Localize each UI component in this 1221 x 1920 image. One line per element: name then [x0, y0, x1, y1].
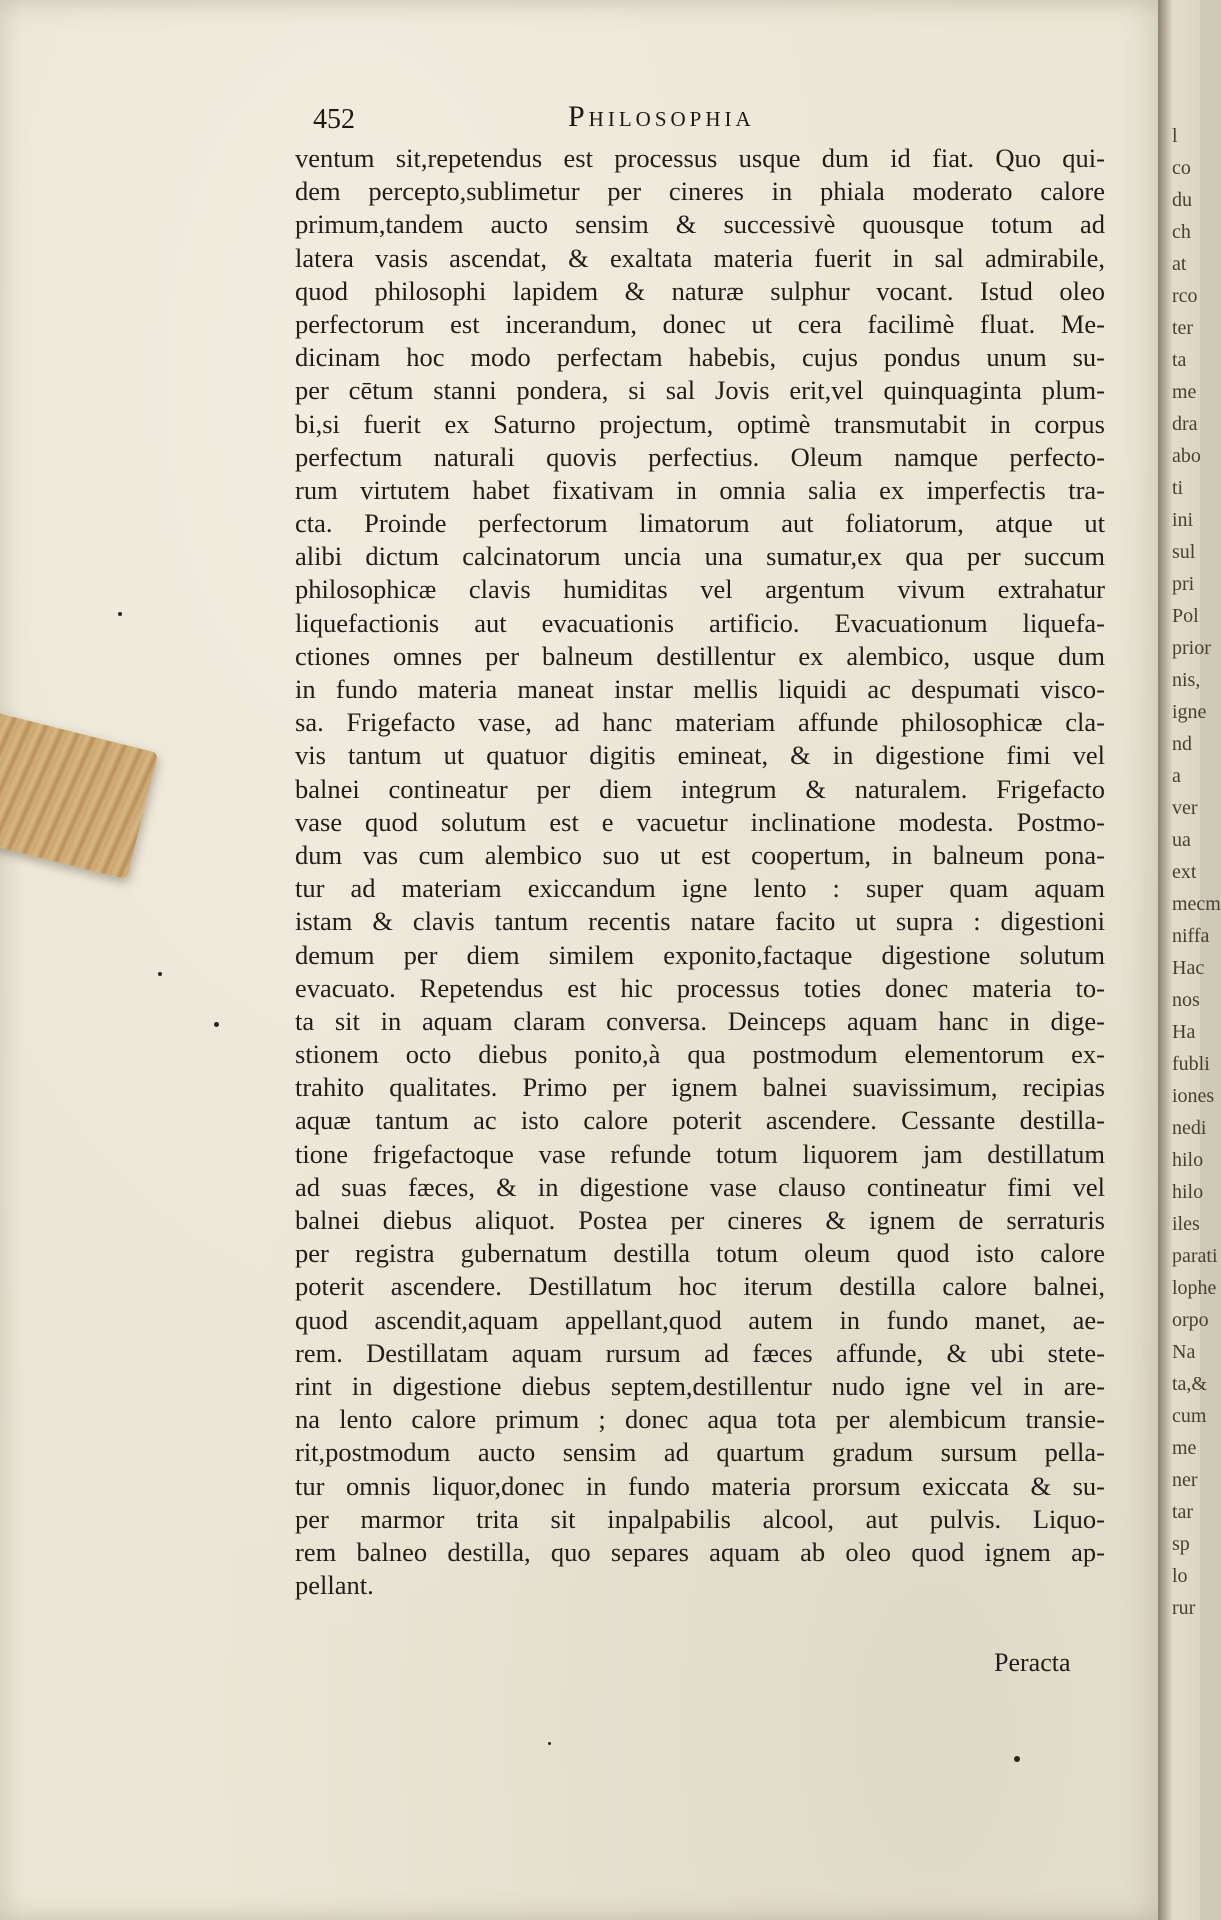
facing-page-fragment: iones	[1172, 1085, 1215, 1107]
facing-page-fragment: ini	[1172, 509, 1194, 531]
text-line: balnei contineatur per diem integrum & naturalem. Frigefacto	[295, 773, 1105, 804]
facing-page-fragment: me	[1172, 1437, 1197, 1459]
facing-page-fragment: nis,	[1172, 669, 1201, 691]
facing-page-fragment: ver	[1172, 797, 1198, 819]
text-line: rem balneo destilla, quo separes aquam ab oleo quod ignem ap-	[295, 1536, 1105, 1567]
text-line: primum,tandem aucto sensim & successivè quousque totum ad	[295, 209, 1105, 240]
facing-page-fragment: parati	[1172, 1245, 1218, 1267]
text-line: vase quod solutum est e vacuetur inclinatione modesta. Postmo-	[295, 806, 1105, 837]
text-line: perfectorum est incerandum, donec ut cera facilimè fluat. Me-	[295, 308, 1105, 339]
ink-speck	[548, 1742, 551, 1745]
facing-page-fragment: hilo	[1172, 1181, 1204, 1203]
facing-page-fragment: orpo	[1172, 1309, 1209, 1331]
ink-speck	[214, 1022, 219, 1027]
text-line: trahito qualitates. Primo per ignem balnei suavissimum, recipias	[295, 1072, 1105, 1103]
text-line: dicinam hoc modo perfectam habebis, cujus pondus unum su-	[295, 342, 1105, 373]
text-line: ad suas fæces, & in digestione vase clauso contineatur fimi vel	[295, 1171, 1105, 1202]
body-text	[295, 142, 1105, 1602]
text-line: perfectum naturali quovis perfectius. Oleum namque perfecto-	[295, 441, 1105, 472]
facing-page-fragment: fubli	[1172, 1053, 1210, 1075]
page-number: 452	[313, 104, 355, 135]
facing-page-fragment: tar	[1172, 1501, 1194, 1523]
facing-page-fragment: nd	[1172, 733, 1192, 755]
facing-page-fragment: ta,&	[1172, 1373, 1207, 1395]
ink-speck	[1014, 1756, 1020, 1762]
facing-page-fragment: sul	[1172, 541, 1196, 563]
facing-page-fragment: ua	[1172, 829, 1191, 851]
facing-page-fragment: nedi	[1172, 1117, 1207, 1139]
text-line: na lento calore primum ; donec aqua tota per alembicum transie-	[295, 1404, 1105, 1435]
text-line: dem percepto,sublimetur per cineres in phiala moderato calore	[295, 176, 1105, 207]
facing-page-fragment: iles	[1172, 1213, 1200, 1235]
facing-page-fragment: ta	[1172, 349, 1187, 371]
text-line: tur omnis liquor,donec in fundo materia prorsum exiccata & su-	[295, 1470, 1105, 1501]
facing-page-fragment: l	[1172, 125, 1178, 147]
text-line: tione frigefactoque vase refunde totum liquorem jam destillatum	[295, 1138, 1105, 1169]
text-line: pellant.	[295, 1570, 374, 1601]
page-header	[313, 100, 1103, 140]
text-line: sa. Frigefacto vase, ad hanc materiam affunde philosophicæ cla-	[295, 707, 1105, 738]
ink-speck	[118, 612, 122, 616]
facing-page-fragment: Na	[1172, 1341, 1196, 1363]
text-line: rint in digestione diebus septem,destillentur nudo igne vel in are-	[295, 1370, 1105, 1401]
facing-page-fragment: Hac	[1172, 957, 1205, 979]
facing-page-fragment: sp	[1172, 1533, 1190, 1555]
text-line: quod philosophi lapidem & naturæ sulphur vocant. Istud oleo	[295, 275, 1105, 306]
facing-page-fragment: cum	[1172, 1405, 1207, 1427]
text-line: vis tantum ut quatuor digitis emineat, & in digestione fimi vel	[295, 740, 1105, 771]
text-line: philosophicæ clavis humiditas vel argentum vivum extrahatur	[295, 574, 1105, 605]
facing-page-fragment: rur	[1172, 1597, 1196, 1619]
facing-page-fragment: me	[1172, 381, 1197, 403]
text-line: cta. Proinde perfectorum limatorum aut foliatorum, atque ut	[295, 508, 1105, 539]
text-line: balnei diebus aliquot. Postea per cineres & ignem de serraturis	[295, 1205, 1105, 1235]
facing-page-fragment: mecm	[1172, 893, 1221, 915]
facing-page-fragment: Pol	[1172, 605, 1199, 627]
text-line: stionem octo diebus ponito,à qua postmodum elementorum ex-	[295, 1039, 1105, 1070]
text-line: rem. Destillatam aquam rursum ad fæces affunde, & ubi stete-	[295, 1337, 1105, 1368]
facing-page-fragment: ti	[1172, 477, 1184, 499]
facing-page-text	[1158, 120, 1221, 1624]
facing-page-edge	[1158, 0, 1221, 1920]
text-line: tur ad materiam exiccandum igne lento : super quam aquam	[295, 873, 1105, 904]
facing-page-fragment: ner	[1172, 1469, 1198, 1491]
text-line: dum vas cum alembico suo ut est coopertum, in balneum pona-	[295, 839, 1105, 870]
facing-page-fragment: lophe	[1172, 1277, 1217, 1299]
facing-page-fragment: dra	[1172, 413, 1198, 435]
text-line: rit,postmodum aucto sensim ad quartum gradum sursum pella-	[295, 1437, 1105, 1468]
facing-page-fragment: rco	[1172, 285, 1198, 307]
facing-page-fragment: lo	[1172, 1565, 1188, 1587]
ink-speck	[158, 972, 162, 976]
facing-page-fragment: nos	[1172, 989, 1200, 1011]
text-line: per registra gubernatum destilla totum oleum quod isto calore	[295, 1238, 1105, 1269]
facing-page-fragment: co	[1172, 157, 1191, 179]
facing-page-fragment: ch	[1172, 221, 1191, 243]
running-head: Philosophia	[568, 100, 755, 133]
text-line: demum per diem similem exponito,factaque digestione solutum	[295, 939, 1105, 970]
facing-page-fragment: pri	[1172, 573, 1195, 595]
facing-page-fragment: hilo	[1172, 1149, 1204, 1171]
facing-page-fragment: du	[1172, 189, 1192, 211]
facing-page-fragment: abo	[1172, 445, 1201, 467]
text-line: ctiones omnes per balneum destillentur ex alembico, usque dum	[295, 640, 1105, 671]
text-line: rum virtutem habet fixativam in omnia salia ex imperfectis tra-	[295, 474, 1105, 505]
facing-page-fragment: niffa	[1172, 925, 1210, 947]
facing-page-fragment: prior	[1172, 637, 1211, 659]
facing-page-fragment: ter	[1172, 317, 1194, 339]
text-line: aquæ tantum ac isto calore poterit ascendere. Cessante destilla-	[295, 1105, 1105, 1136]
text-line: liquefactionis aut evacuationis artificio. Evacuationum liquefa-	[295, 607, 1105, 638]
facing-page-fragment: igne	[1172, 701, 1207, 723]
text-line: istam & clavis tantum recentis natare facito ut supra : digestioni	[295, 906, 1105, 937]
text-line: alibi dictum calcinatorum uncia una sumatur,ex qua per succum	[295, 541, 1105, 572]
catchword: Peracta	[994, 1648, 1071, 1677]
facing-page-fragment: ext	[1172, 861, 1197, 883]
text-line: ventum sit,repetendus est processus usque dum id fiat. Quo qui-	[295, 143, 1105, 173]
text-line: in fundo materia maneat instar mellis liquidi ac despumati visco-	[295, 674, 1105, 704]
text-line: ta sit in aquam claram conversa. Deinceps aquam hanc in dige-	[295, 1005, 1105, 1036]
text-line: bi,si fuerit ex Saturno projectum, optimè transmutabit in corpus	[295, 408, 1105, 439]
facing-page-fragment: at	[1172, 253, 1187, 275]
text-line: evacuato. Repetendus est hic processus toties donec materia to-	[295, 972, 1105, 1003]
text-line: quod ascendit,aquam appellant,quod autem in fundo manet, ae-	[295, 1304, 1105, 1335]
text-line: latera vasis ascendat, & exaltata materia fuerit in sal admirabile,	[295, 242, 1105, 273]
facing-page-fragment: a	[1172, 765, 1181, 787]
facing-page-fragment: Ha	[1172, 1021, 1196, 1043]
text-line: per cētum stanni pondera, si sal Jovis erit,vel quinquaginta plum-	[295, 375, 1105, 406]
text-line: per marmor trita sit inpalpabilis alcool, aut pulvis. Liquo-	[295, 1503, 1105, 1534]
text-line: poterit ascendere. Destillatum hoc iterum destilla calore balnei,	[295, 1271, 1105, 1302]
